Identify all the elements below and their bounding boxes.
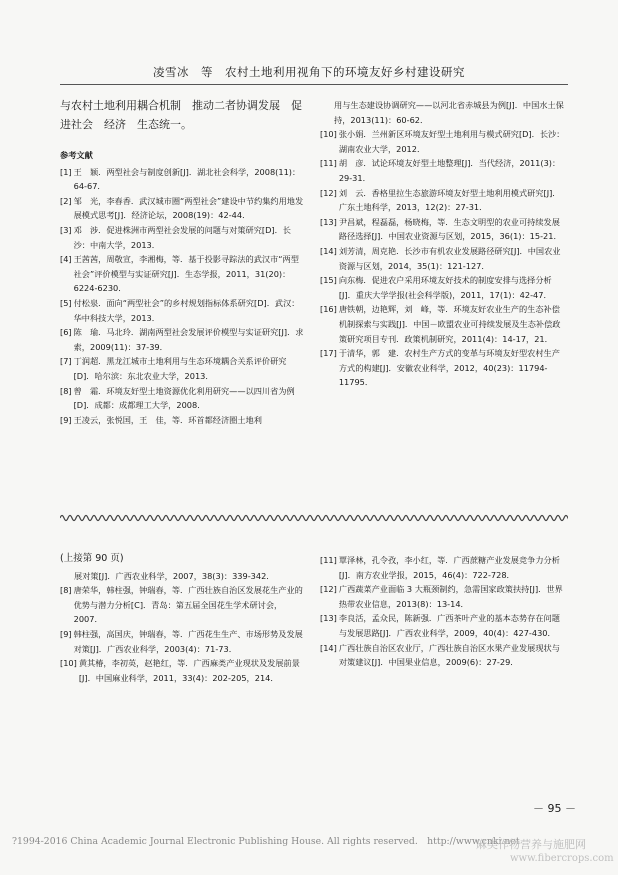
reference-text: 唐铁朝，边艳辉，刘 峰，等．环境友好农业生产的生态补偿机制探索与实践[J]．中国－欧盟农业可持续发展及生态补偿政策研究项目专刊．政策机制研究，2011(4)：14-17，21． xyxy=(338,304,561,344)
reference-item xyxy=(60,296,306,325)
reference-item xyxy=(320,641,568,670)
reference-item xyxy=(320,186,568,215)
reference-number: [8] xyxy=(60,585,72,596)
reference-number: [5] xyxy=(60,297,72,308)
reference-item xyxy=(320,215,568,244)
reference-text: 尹昌斌，程磊磊，杨晓梅，等．生态文明型的农业可持续发展路径选择[J]．中国农业资源与区划，2015，36(1)：15-21． xyxy=(338,216,562,242)
reference-text: 王凌云，张悦国，王 佳，等．环首都经济圈土地利 xyxy=(73,414,262,425)
reference-item xyxy=(60,627,306,656)
reference-number: [8] xyxy=(60,385,72,396)
reference-number: [12] xyxy=(320,187,337,198)
reference-text: 丁润超．黑龙江城市土地利用与生态环境耦合关系评价研究[D]．哈尔滨：东北农业大学，2013． xyxy=(73,356,287,381)
reference-item xyxy=(320,346,568,390)
reference-number: [11] xyxy=(320,555,337,565)
upper-left-column xyxy=(60,96,306,427)
reference-number: [7] xyxy=(60,356,72,367)
reference-text: 王 颖．两型社会与制度创新[J]．湖北社会科学，2008(11)：64-67． xyxy=(73,166,301,192)
copyright-footer: ?1994-2016 China Academic Journal Electronic Publishing House. All rights reserved. http://www.cnki.net xyxy=(12,836,520,847)
reference-text: 于清华，郭 建．农村生产方式的变革与环境友好型农村生产方式的构建[J]．安徽农业科学，2012，40(23)：11794-11795． xyxy=(338,348,560,388)
reference-text: 付松泉．面向“两型社会”的乡村规划指标体系研究[D]．武汉：华中科技大学，2013． xyxy=(73,297,300,323)
reference-item xyxy=(60,165,306,194)
reference-text: 李良活，孟众民，陈新强．广西茶叶产业的基本态势存在问题与发展思路[J]．广西农业科学，2009，40(4)：427-430． xyxy=(338,613,560,638)
reference-text: 王茜茜，周敬宣，李湘梅，等．基于投影寻踪法的武汉市“两型社会”评价模型与实证研究[J]．生态学报，2011，31(20)：6224-6230． xyxy=(73,254,299,294)
reference-text: 曾 霜．环境友好型土地资源优化利用研究——以四川省为例[D]．成都：成都理工大学，2008． xyxy=(73,385,295,411)
reference-item xyxy=(320,611,568,640)
lower-left-column xyxy=(60,552,306,685)
reference-list xyxy=(320,553,568,670)
reference-number: [12] xyxy=(320,584,337,595)
reference-number: [9] xyxy=(60,628,72,639)
watermark-url: www.fibercrops.com xyxy=(510,853,614,864)
reference-number: [3] xyxy=(60,224,72,235)
running-header: 凌雪冰 等 农村土地利用视角下的环境友好乡村建设研究 xyxy=(153,65,465,79)
reference-text: 刘芳清，周克艳．长沙市有机农业发展路径研究[J]．中国农业资源与区划，2014，35(1)：121-127． xyxy=(338,245,561,271)
reference-number: [17] xyxy=(320,348,337,359)
reference-text: 刘 云．香格里拉生态旅游环境友好型土地利用模式研究[J]．广东土地科学，2013，12(2)：27-31． xyxy=(338,187,561,213)
reference-text: 广西壮族自治区农业厅，广西壮族自治区水果产业发展现状与对策建议[J]．中国果业信息，2009(6)：27-29． xyxy=(338,642,560,668)
reference-list xyxy=(320,127,568,390)
reference-text: 胡 彦．试论环境友好型土地整理[J]．当代经济，2011(3)：29-31． xyxy=(338,158,561,183)
reference-item xyxy=(60,413,306,428)
section-divider xyxy=(60,512,568,524)
reference-number: [16] xyxy=(320,304,337,315)
reference-number: [9] xyxy=(60,414,72,425)
reference-number: [14] xyxy=(320,642,337,653)
upper-right-column xyxy=(320,98,568,390)
reference-text: 陈 瑜．马北玲．湖南两型社会发展评价模型与实证研究[J]．求索，2009(11)：37-39． xyxy=(73,327,304,352)
reference-item xyxy=(60,656,306,685)
reference-number: [13] xyxy=(320,216,337,227)
reference-text: 唐荣华，韩柱强，钟瑞春，等．广西壮族自治区发展花生产业的优势与潜力分析[C]．青岛：第五届全国花生学术研讨会，2007． xyxy=(73,585,303,625)
lead-paragraph: 与农村土地利用耦合机制 推动二者协调发展 促进社会 经济 生态统一。 xyxy=(60,99,302,131)
reference-number: [4] xyxy=(60,254,72,265)
reference-item xyxy=(60,354,306,383)
reference-number: [10] xyxy=(320,129,337,140)
reference-text: 黄其椿，李初英，赵艳红，等．广西麻类产业现状及发展前景[J]．中国麻业科学，2011，33(4)：202-205，214． xyxy=(78,658,300,683)
reference-text: 广西蔬菜产业面临 3 大瓶颈制约，急需国家政策扶持[J]．世界热带农业信息，2013(8)：13-14． xyxy=(338,584,563,609)
references-title: 参考文献 xyxy=(60,150,93,160)
reference-item xyxy=(60,325,306,354)
reference-list xyxy=(60,165,306,428)
reference-item xyxy=(60,223,306,252)
reference-number: [2] xyxy=(60,195,72,206)
header-rule xyxy=(60,84,568,85)
reference-number: [1] xyxy=(60,166,72,177)
reference-number: [15] xyxy=(320,275,337,286)
reference-item xyxy=(320,244,568,273)
reference-number: [13] xyxy=(320,613,337,624)
reference-text: 向东梅．促进农户采用环境友好技术的制度安排与选择分析[J]．重庆大学学报(社会科学版)，2011，17(1)：42-47． xyxy=(338,275,552,300)
lower-right-column xyxy=(320,553,568,670)
watermark-text: 麻类作物营养与施肥网 xyxy=(476,838,586,851)
reference-number: [6] xyxy=(60,327,72,338)
reference-list xyxy=(60,583,306,685)
reference-item xyxy=(320,156,568,185)
reference-text: 邓 涉．促进株洲市两型社会发展的问题与对策研究[D]．长沙：中南大学，2013． xyxy=(73,224,291,250)
reference-item xyxy=(320,553,568,582)
reference-item xyxy=(320,582,568,611)
reference-item xyxy=(60,252,306,296)
continued-from-label: (上接第 90 页) xyxy=(60,553,124,564)
reference-text: 张小娟．兰州新区环境友好型土地利用与模式研究[D]．长沙：湖南农业大学，2012． xyxy=(338,129,565,154)
reference-text: 邹 光，李春香．武汉城市圈“两型社会”建设中节约集约用地发展模式思考[J]．经济论坛，2008(19)：42-44． xyxy=(73,195,304,221)
reference-continuation: 展对策[J]．广西农业科学，2007，38(3)：339-342． xyxy=(74,570,275,581)
reference-number: [11] xyxy=(320,158,337,169)
reference-item xyxy=(320,302,568,346)
reference-text: 韩柱强，高国庆，钟瑞春，等．广西花生生产、市场形势及发展对策[J]．广西农业科学，2003(4)：71-73． xyxy=(73,628,303,654)
reference-item xyxy=(60,384,306,413)
reference-text: 覃泽林，孔令孜，李小红，等．广西蔗糖产业发展竞争力分析[J]．南方农业学报，2015，46(4)：722-728． xyxy=(338,555,560,580)
reference-continuation: 用与生态建设协调研究——以河北省赤城县为例[J]．中国水土保持，2013(11)：60-62． xyxy=(334,100,564,125)
reference-item xyxy=(320,273,568,302)
reference-item xyxy=(60,194,306,223)
page-number: － 95 － xyxy=(533,802,576,815)
reference-item xyxy=(60,583,306,627)
reference-number: [10] xyxy=(60,658,77,669)
reference-item xyxy=(320,127,568,156)
reference-number: [14] xyxy=(320,245,337,256)
